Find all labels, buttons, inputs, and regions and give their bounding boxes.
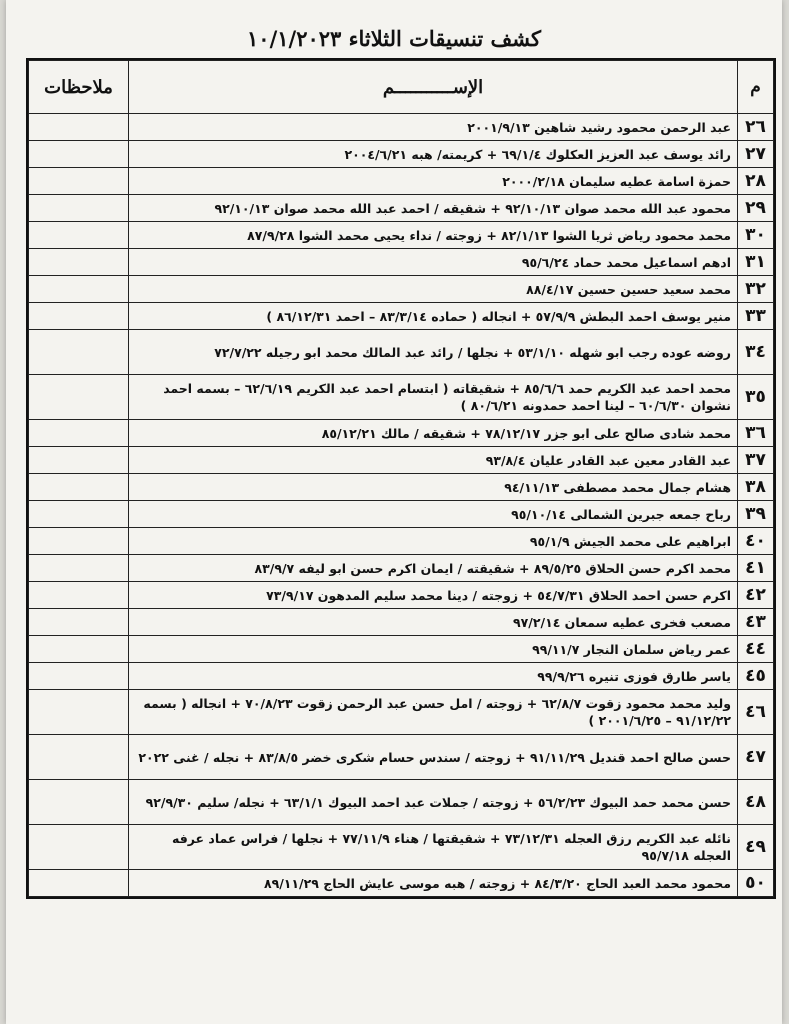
table-row [29, 303, 774, 330]
table-row [29, 501, 774, 528]
row-notes [29, 114, 129, 141]
row-number: ٤٨ [738, 780, 774, 825]
row-name: محمد محمود رياض ثريا الشوا ٨٢/١/١٣ + زوجته / نداء يحيى محمد الشوا ٨٧/٩/٢٨ [129, 222, 738, 249]
row-number: ٣٩ [738, 501, 774, 528]
row-name: هشام جمال محمد مصطفى ٩٤/١١/١٣ [129, 474, 738, 501]
row-number: ٣٨ [738, 474, 774, 501]
column-header-notes: ملاحظات [29, 61, 129, 114]
row-number: ٣٣ [738, 303, 774, 330]
row-name: عمر رياض سلمان النجار ٩٩/١١/٧ [129, 636, 738, 663]
row-name: روضه عوده رجب ابو شهله ٥٣/١/١٠ + نجلها / رائد عبد المالك محمد ابو رجيله ٧٢/٧/٢٢ [129, 330, 738, 375]
row-number: ٣٦ [738, 420, 774, 447]
row-name: ادهم اسماعيل محمد حماد ٩٥/٦/٢٤ [129, 249, 738, 276]
table-row [29, 735, 774, 780]
row-notes [29, 825, 129, 870]
row-notes [29, 249, 129, 276]
table-row [29, 870, 774, 897]
table-row [29, 447, 774, 474]
table-row [29, 780, 774, 825]
column-header-number: م [738, 61, 774, 114]
row-name: رائد يوسف عبد العزيز العكلوك ٦٩/١/٤ + كريمته/ هبه ٢٠٠٤/٦/٢١ [129, 141, 738, 168]
row-name: عبد الرحمن محمود رشيد شاهين ٢٠٠١/٩/١٣ [129, 114, 738, 141]
row-number: ٣١ [738, 249, 774, 276]
row-notes [29, 555, 129, 582]
table-row [29, 528, 774, 555]
row-name: اكرم حسن احمد الحلاق ٥٤/٧/٣١ + زوجته / دينا محمد سليم المدهون ٧٣/٩/١٧ [129, 582, 738, 609]
row-name: حسن صالح احمد قنديل ٩١/١١/٢٩ + زوجته / سندس حسام شكرى خضر ٨٣/٨/٥ + نجله / غنى ٢٠٢٢ [129, 735, 738, 780]
row-number: ٣٧ [738, 447, 774, 474]
row-notes [29, 330, 129, 375]
row-name: نائله عبد الكريم رزق العجله ٧٣/١٢/٣١ + شقيقتها / هناء ٧٧/١١/٩ + نجلها / فراس عماد عرفه العجله ٩٥/٧/١٨ [129, 825, 738, 870]
row-number: ٥٠ [738, 870, 774, 897]
row-name: حمزة اسامة عطيه سليمان ٢٠٠٠/٢/١٨ [129, 168, 738, 195]
row-name: محمود محمد العبد الحاج ٨٤/٣/٢٠ + زوجته / هبه موسى عايش الحاج ٨٩/١١/٢٩ [129, 870, 738, 897]
row-name: منير يوسف احمد البطش ٥٧/٩/٩ + انجاله ( حماده ٨٣/٣/١٤ – احمد ٨٦/١٢/٣١ ) [129, 303, 738, 330]
row-notes [29, 141, 129, 168]
row-number: ٤٥ [738, 663, 774, 690]
table-row [29, 582, 774, 609]
table-row [29, 663, 774, 690]
table-row [29, 375, 774, 420]
row-number: ٢٨ [738, 168, 774, 195]
row-notes [29, 168, 129, 195]
table-row [29, 690, 774, 735]
row-notes [29, 528, 129, 555]
row-notes [29, 582, 129, 609]
row-name: محمد سعيد حسين حسين ٨٨/٤/١٧ [129, 276, 738, 303]
row-number: ٣٥ [738, 375, 774, 420]
row-name: محمود عبد الله محمد صوان ٩٢/١٠/١٣ + شقيقه / احمد عبد الله محمد صوان ٩٢/١٠/١٣ [129, 195, 738, 222]
row-notes [29, 420, 129, 447]
table-row [29, 195, 774, 222]
row-notes [29, 195, 129, 222]
table-header-row [29, 61, 774, 114]
row-number: ٤٩ [738, 825, 774, 870]
row-name: محمد شادى صالح على ابو جزر ٧٨/١٢/١٧ + شقيقه / مالك ٨٥/١٢/٢١ [129, 420, 738, 447]
table-row [29, 141, 774, 168]
table-row [29, 168, 774, 195]
row-notes [29, 276, 129, 303]
row-notes [29, 447, 129, 474]
table-row [29, 636, 774, 663]
page-title: كشف تنسيقات الثلاثاء ١٠/١/٢٠٢٣ [247, 26, 541, 51]
row-number: ٣٤ [738, 330, 774, 375]
document-page [6, 0, 782, 1024]
table-row [29, 555, 774, 582]
row-notes [29, 663, 129, 690]
table-row [29, 114, 774, 141]
table-row [29, 276, 774, 303]
row-number: ٣٠ [738, 222, 774, 249]
table-row [29, 609, 774, 636]
row-number: ٤٢ [738, 582, 774, 609]
row-number: ٤٣ [738, 609, 774, 636]
row-number: ٤١ [738, 555, 774, 582]
row-name: وليد محمد محمود زقوت ٦٢/٨/٧ + زوجته / امل حسن عبد الرحمن زقوت ٧٠/٨/٢٣ + انجاله ( بسمه ٩١/١٢/٢٢ – ٢٠٠١/٦/٢٥ ) [129, 690, 738, 735]
table-row [29, 825, 774, 870]
row-name: ياسر طارق فوزى تنيره ٩٩/٩/٢٦ [129, 663, 738, 690]
row-number: ٢٧ [738, 141, 774, 168]
table-row [29, 474, 774, 501]
coordination-table [26, 58, 776, 899]
row-name: ابراهيم على محمد الجيش ٩٥/١/٩ [129, 528, 738, 555]
row-name: رباح جمعه جبرين الشمالى ٩٥/١٠/١٤ [129, 501, 738, 528]
row-number: ٢٦ [738, 114, 774, 141]
row-notes [29, 870, 129, 897]
row-notes [29, 222, 129, 249]
row-name: مصعب فخرى عطيه سمعان ٩٧/٢/١٤ [129, 609, 738, 636]
row-notes [29, 780, 129, 825]
row-notes [29, 609, 129, 636]
row-notes [29, 375, 129, 420]
row-number: ٤٤ [738, 636, 774, 663]
row-number: ٣٢ [738, 276, 774, 303]
row-number: ٤٠ [738, 528, 774, 555]
row-notes [29, 690, 129, 735]
table-body [29, 114, 774, 897]
row-number: ٤٧ [738, 735, 774, 780]
row-name: محمد احمد عبد الكريم حمد ٨٥/٦/٦ + شقيقاته ( ابتسام احمد عبد الكريم ٦٢/٦/١٩ – بسمه احمد نشوان ٦٠/٦/٣٠ – لينا احمد حمدونه ٨٠/٦/٢١ ) [129, 375, 738, 420]
row-notes [29, 501, 129, 528]
row-name: حسن محمد حمد البيوك ٥٦/٢/٢٣ + زوجته / جملات عبد احمد البيوك ٦٣/١/١ + نجله/ سليم ٩٢/٩/٣٠ [129, 780, 738, 825]
row-number: ٢٩ [738, 195, 774, 222]
row-name: محمد اكرم حسن الحلاق ٨٩/٥/٢٥ + شقيقته / ايمان اكرم حسن ابو ليفه ٨٣/٩/٧ [129, 555, 738, 582]
table-row [29, 420, 774, 447]
row-notes [29, 474, 129, 501]
row-notes [29, 636, 129, 663]
table-row [29, 330, 774, 375]
table-row [29, 222, 774, 249]
table-row [29, 249, 774, 276]
row-notes [29, 735, 129, 780]
row-number: ٤٦ [738, 690, 774, 735]
row-notes [29, 303, 129, 330]
column-header-name: الإســـــــــــم [129, 61, 738, 114]
row-name: عبد القادر معين عبد القادر عليان ٩٣/٨/٤ [129, 447, 738, 474]
